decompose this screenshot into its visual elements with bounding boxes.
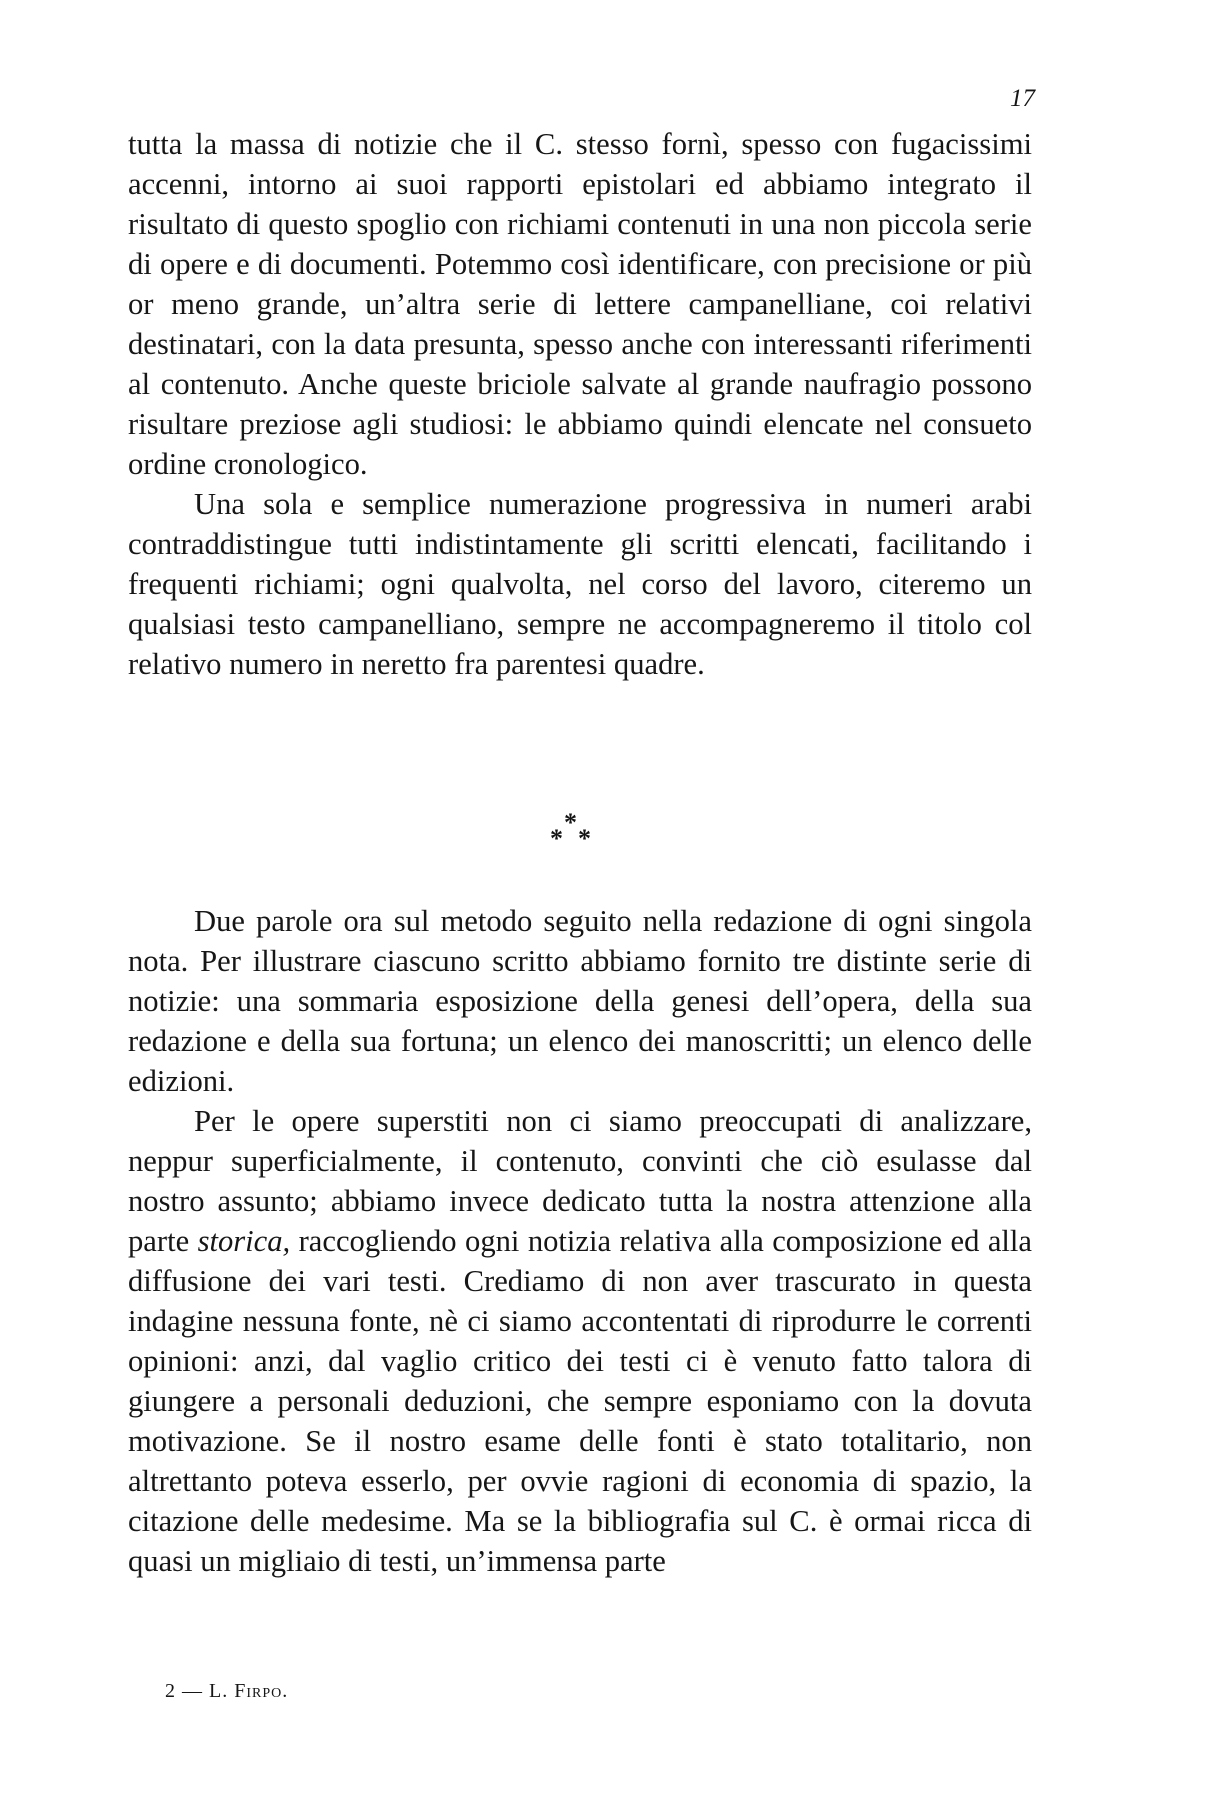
asterism-star-right: * — [578, 824, 591, 853]
page-number: 17 — [1010, 85, 1035, 112]
text-section-lower — [128, 901, 1032, 1581]
paragraph-3: Due parole ora sul metodo seguito nella redazione di ogni singola nota. Per illustrare ciascuno scritto abbiamo fornito tre distinte serie di notizie: una sommaria esposizione della genesi dell’opera, della sua redazione e della sua fortuna; un elenco dei manoscritti; un elenco delle edizioni. — [128, 904, 1032, 1098]
paragraph-2: Una sola e semplice numerazione progressiva in numeri arabi contraddistingue tutti indistintamente gli scritti elencati, facilitando i frequenti richiami; ogni qualvolta, nel corso del lavoro, citeremo un qualsiasi testo campanelliano, sempre ne accompagneremo il titolo col relativo numero in neretto fra parentesi quadre. — [128, 487, 1032, 681]
paragraph-4 — [128, 1101, 1032, 1581]
paragraph-4-part-1: Per le opere superstiti non ci siamo preoccupati di analizzare, neppur superficialmente, il contenuto, convinti che ciò esulasse dal nostro assunto; abbiamo invece dedicato tutta la nostra attenzione alla parte — [128, 1104, 1032, 1258]
asterism-star-left: * — [550, 824, 563, 853]
asterism-separator — [548, 810, 608, 860]
italic-word-storica: storica, — [197, 1224, 291, 1258]
text-section-upper — [128, 124, 1032, 684]
signature-mark: 2 — L. Firpo. — [165, 1680, 289, 1702]
paragraph-1: tutta la massa di notizie che il C. stesso fornì, spesso con fugacissimi accenni, intorno ai suoi rapporti epistolari ed abbiamo integrato il risultato di questo spoglio con richiami contenuti in una non piccola serie di opere e di documenti. Potemmo così identificare, con precisione or più or meno grande, un’altra serie di lettere campanelliane, coi relativi destinatari, con la data presunta, spesso anche con interessanti riferimenti al contenuto. Anche queste briciole salvate al grande naufragio possono risultare preziose agli studiosi: le abbiamo quindi elencate nel consueto ordine cronologico. — [128, 127, 1032, 481]
asterism-star-top: * — [564, 808, 577, 837]
paragraph-4-part-2: raccogliendo ogni notizia relativa alla composizione ed alla diffusione dei vari testi. Crediamo di non aver trascurato in questa indagine nessuna fonte, nè ci siamo accontentati di riprodurre le correnti opinioni: anzi, dal vaglio critico dei testi ci è venuto fatto talora di giungere a personali deduzioni, che sempre esponiamo con la dovuta motivazione. Se il nostro esame delle fonti è stato totalitario, non altrettanto poteva esserlo, per ovvie ragioni di economia di spazio, la citazione delle medesime. Ma se la bibliografia sul C. è ormai ricca di quasi un migliaio di testi, un’immensa parte — [128, 1224, 1032, 1578]
